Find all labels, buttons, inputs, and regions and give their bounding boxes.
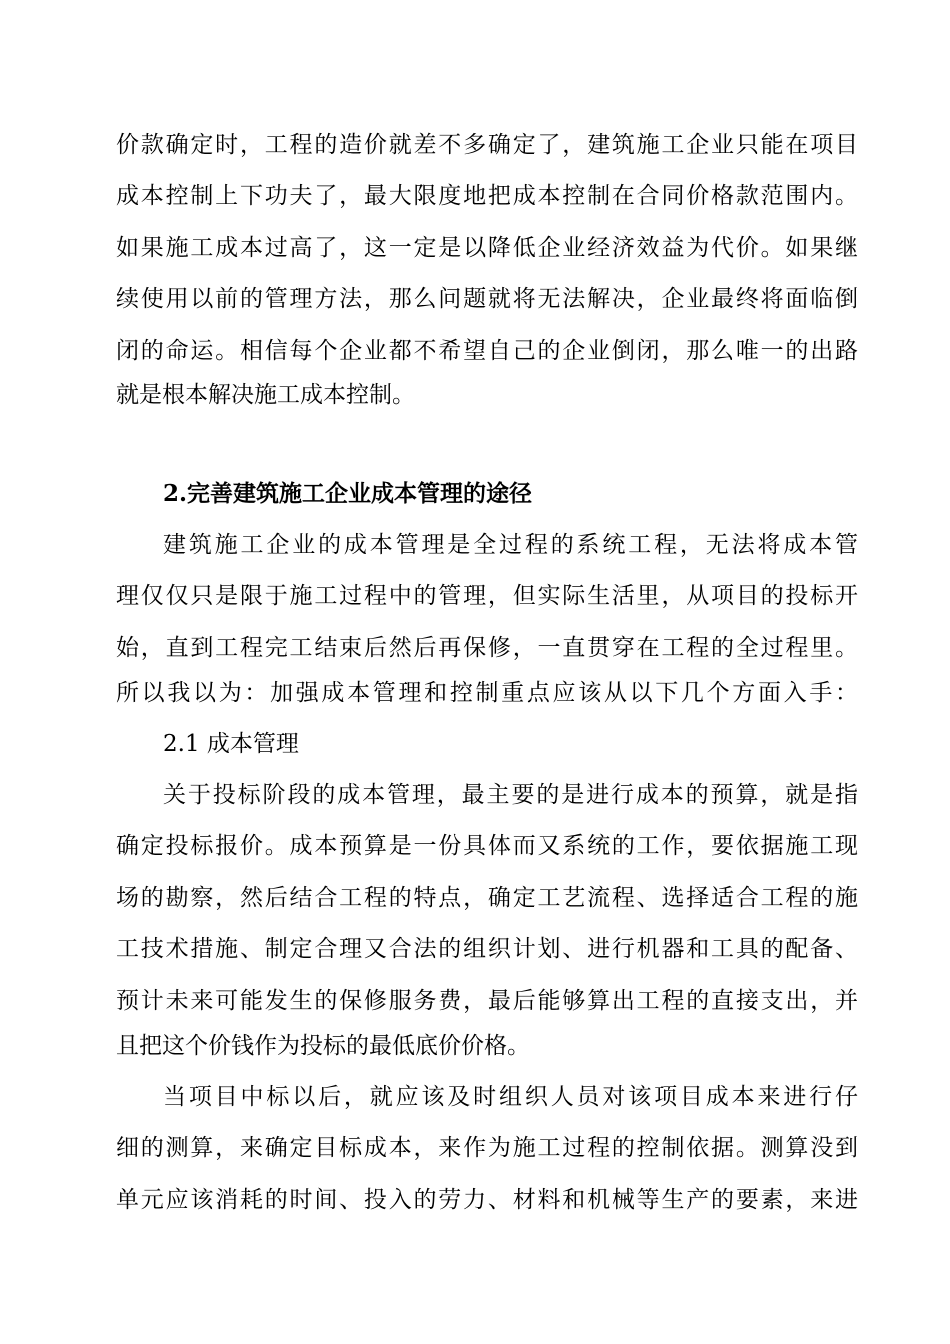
text-line: 如果施工成本过高了，这一定是以降低企业经济效益为代价。如果继 bbox=[116, 235, 858, 261]
text-line: 场的勘察，然后结合工程的特点，确定工艺流程、选择适合工程的施 bbox=[116, 885, 858, 911]
text-line: 关于投标阶段的成本管理，最主要的是进行成本的预算，就是指 bbox=[163, 782, 858, 808]
text-line: 所以我以为：加强成本管理和控制重点应该从以下几个方面入手： bbox=[116, 680, 858, 706]
text-line: 价款确定时，工程的造价就差不多确定了，建筑施工企业只能在项目 bbox=[116, 132, 858, 158]
text-line: 续使用以前的管理方法，那么问题就将无法解决，企业最终将面临倒 bbox=[116, 286, 858, 312]
text-line: 当项目中标以后，就应该及时组织人员对该项目成本来进行仔 bbox=[163, 1084, 858, 1110]
text-line: 建筑施工企业的成本管理是全过程的系统工程，无法将成本管 bbox=[163, 532, 858, 558]
text-line: 始，直到工程完工结束后然后再保修，一直贯穿在工程的全过程里。 bbox=[116, 635, 858, 661]
text-line: 成本控制上下功夫了，最大限度地把成本控制在合同价格款范围内。 bbox=[116, 183, 858, 209]
subsection-heading: 2.1 成本管理 bbox=[163, 731, 299, 757]
text-line: 预计未来可能发生的保修服务费，最后能够算出工程的直接支出，并 bbox=[116, 988, 858, 1014]
text-line: 细的测算，来确定目标成本，来作为施工过程的控制依据。测算没到 bbox=[116, 1135, 858, 1161]
text-line: 理仅仅只是限于施工过程中的管理，但实际生活里，从项目的投标开 bbox=[116, 583, 858, 609]
text-line: 且把这个价钱作为投标的最低底价价格。 bbox=[116, 1033, 530, 1059]
text-line: 单元应该消耗的时间、投入的劳力、材料和机械等生产的要素，来进 bbox=[116, 1187, 858, 1213]
text-line: 就是根本解决施工成本控制。 bbox=[116, 382, 415, 408]
text-line: 闭的命运。相信每个企业都不希望自己的企业倒闭，那么唯一的出路 bbox=[116, 338, 858, 364]
text-line: 工技术措施、制定合理又合法的组织计划、进行机器和工具的配备、 bbox=[116, 936, 858, 962]
section-heading: 2.完善建筑施工企业成本管理的途径 bbox=[163, 480, 533, 507]
text-line: 确定投标报价。成本预算是一份具体而又系统的工作，要依据施工现 bbox=[116, 833, 858, 859]
